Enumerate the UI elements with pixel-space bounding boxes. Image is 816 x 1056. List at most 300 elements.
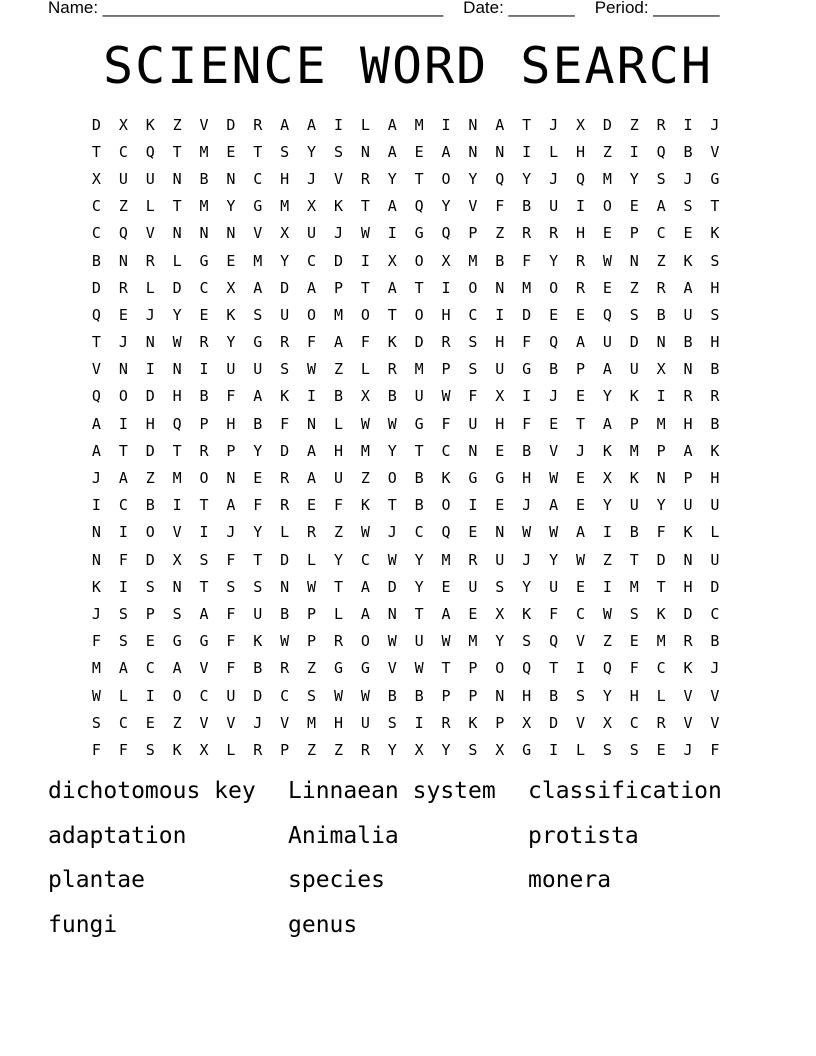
grid-letter: D: [226, 115, 236, 134]
grid-letter: Z: [495, 224, 505, 243]
grid-letter: E: [253, 469, 263, 488]
grid-letter: D: [280, 441, 290, 460]
grid-letter: C: [441, 441, 451, 460]
grid-letter: J: [333, 224, 343, 243]
grid-letter: B: [91, 251, 101, 270]
grid-letter: Y: [602, 686, 612, 705]
grid-letter: Q: [549, 632, 559, 651]
grid-letter: F: [522, 251, 532, 270]
grid-letter: X: [226, 278, 236, 297]
grid-letter: O: [118, 387, 128, 406]
grid-letter: V: [226, 713, 236, 732]
grid-letter: F: [629, 659, 639, 678]
grid-letter: R: [280, 333, 290, 352]
grid-letter: T: [629, 550, 639, 569]
grid-letter: P: [575, 360, 585, 379]
grid-letter: P: [495, 713, 505, 732]
grid-letter: B: [333, 387, 343, 406]
grid-letter: X: [495, 387, 505, 406]
grid-letter: S: [683, 197, 693, 216]
grid-letter: K: [522, 604, 532, 623]
grid-letter: Z: [602, 550, 612, 569]
grid-letter: W: [441, 632, 451, 651]
grid-letter: F: [91, 632, 101, 651]
grid-letter: J: [710, 115, 720, 134]
grid-letter: A: [656, 197, 666, 216]
grid-letter: N: [172, 224, 182, 243]
grid-letter: R: [683, 632, 693, 651]
grid-letter: Y: [602, 496, 612, 515]
grid-letter: E: [602, 224, 612, 243]
grid-letter: N: [468, 115, 478, 134]
grid-letter: S: [468, 360, 478, 379]
grid-letter: L: [333, 414, 343, 433]
grid-letter: I: [118, 577, 128, 596]
grid-letter: N: [656, 469, 666, 488]
grid-letter: K: [710, 441, 720, 460]
grid-letter: Y: [414, 577, 424, 596]
grid-letter: N: [495, 523, 505, 542]
grid-letter: H: [629, 686, 639, 705]
grid-letter: V: [387, 659, 397, 678]
grid-letter: E: [414, 142, 424, 161]
grid-letter: F: [656, 523, 666, 542]
word-list-item: species: [288, 867, 385, 893]
grid-letter: C: [629, 713, 639, 732]
grid-letter: B: [387, 387, 397, 406]
grid-letter: U: [414, 387, 424, 406]
grid-letter: I: [118, 414, 128, 433]
grid-letter: K: [602, 441, 612, 460]
grid-letter: N: [495, 278, 505, 297]
grid-letter: N: [226, 169, 236, 188]
grid-letter: F: [468, 387, 478, 406]
grid-letter: P: [468, 686, 478, 705]
grid-letter: I: [145, 686, 155, 705]
name-field-label: Name: ____________________________________: [48, 0, 444, 17]
grid-letter: T: [522, 115, 532, 134]
grid-letter: Y: [307, 142, 317, 161]
grid-letter: U: [118, 169, 128, 188]
grid-letter: S: [253, 305, 263, 324]
grid-letter: C: [145, 659, 155, 678]
grid-letter: K: [360, 496, 370, 515]
word-list-item: Linnaean system: [288, 778, 496, 804]
grid-letter: B: [549, 360, 559, 379]
grid-letter: V: [199, 713, 209, 732]
grid-letter: Y: [387, 441, 397, 460]
grid-letter: T: [199, 577, 209, 596]
grid-letter: T: [253, 550, 263, 569]
grid-letter: R: [307, 523, 317, 542]
grid-letter: G: [253, 333, 263, 352]
grid-letter: L: [575, 740, 585, 759]
grid-letter: A: [387, 115, 397, 134]
grid-letter: Z: [360, 469, 370, 488]
grid-letter: E: [145, 713, 155, 732]
grid-letter: E: [226, 142, 236, 161]
grid-letter: A: [253, 278, 263, 297]
grid-letter: U: [280, 305, 290, 324]
grid-letter: J: [91, 604, 101, 623]
grid-letter: I: [602, 577, 612, 596]
grid-letter: G: [333, 659, 343, 678]
grid-letter: T: [172, 441, 182, 460]
grid-letter: A: [307, 278, 317, 297]
grid-letter: G: [522, 740, 532, 759]
grid-letter: I: [629, 142, 639, 161]
grid-letter: L: [710, 523, 720, 542]
grid-letter: U: [253, 604, 263, 623]
grid-letter: T: [360, 197, 370, 216]
grid-letter: S: [710, 305, 720, 324]
grid-letter: O: [414, 251, 424, 270]
grid-letter: A: [387, 142, 397, 161]
grid-letter: Y: [387, 169, 397, 188]
grid-letter: C: [280, 686, 290, 705]
grid-letter: R: [441, 333, 451, 352]
grid-letter: W: [387, 550, 397, 569]
grid-letter: B: [253, 659, 263, 678]
grid-letter: M: [656, 632, 666, 651]
grid-letter: T: [333, 577, 343, 596]
grid-letter: Z: [172, 115, 182, 134]
grid-letter: U: [602, 333, 612, 352]
grid-letter: O: [360, 632, 370, 651]
grid-letter: D: [414, 333, 424, 352]
grid-letter: N: [91, 523, 101, 542]
grid-letter: N: [495, 142, 505, 161]
grid-letter: R: [656, 115, 666, 134]
grid-letter: Y: [226, 197, 236, 216]
grid-letter: H: [172, 387, 182, 406]
grid-letter: X: [307, 197, 317, 216]
grid-letter: H: [710, 469, 720, 488]
grid-letter: R: [468, 550, 478, 569]
grid-letter: V: [145, 224, 155, 243]
grid-letter: A: [333, 333, 343, 352]
period-field-label: Period: _______: [594, 0, 720, 17]
grid-letter: Y: [468, 169, 478, 188]
grid-letter: X: [522, 713, 532, 732]
grid-letter: S: [602, 740, 612, 759]
grid-letter: N: [118, 360, 128, 379]
grid-letter: V: [710, 686, 720, 705]
grid-letter: R: [710, 387, 720, 406]
grid-letter: N: [91, 550, 101, 569]
grid-letter: B: [522, 197, 532, 216]
grid-letter: R: [118, 278, 128, 297]
grid-letter: D: [172, 278, 182, 297]
grid-letter: M: [468, 632, 478, 651]
grid-letter: N: [280, 577, 290, 596]
grid-letter: Q: [656, 142, 666, 161]
grid-letter: S: [253, 577, 263, 596]
grid-letter: C: [656, 659, 666, 678]
grid-letter: E: [199, 305, 209, 324]
grid-letter: W: [280, 632, 290, 651]
grid-letter: H: [333, 713, 343, 732]
grid-letter: R: [360, 740, 370, 759]
grid-letter: S: [333, 142, 343, 161]
grid-letter: T: [549, 659, 559, 678]
grid-letter: E: [441, 577, 451, 596]
grid-letter: F: [710, 740, 720, 759]
grid-letter: P: [629, 224, 639, 243]
grid-letter: D: [710, 577, 720, 596]
grid-letter: S: [522, 632, 532, 651]
grid-letter: D: [280, 550, 290, 569]
grid-letter: M: [360, 441, 370, 460]
grid-letter: O: [307, 305, 317, 324]
grid-letter: I: [333, 115, 343, 134]
grid-letter: P: [441, 360, 451, 379]
grid-letter: W: [549, 523, 559, 542]
grid-letter: F: [226, 387, 236, 406]
grid-letter: L: [145, 197, 155, 216]
grid-letter: Q: [441, 224, 451, 243]
grid-letter: U: [683, 305, 693, 324]
grid-letter: I: [199, 523, 209, 542]
grid-letter: A: [307, 115, 317, 134]
grid-letter: V: [253, 224, 263, 243]
grid-letter: B: [145, 496, 155, 515]
grid-letter: S: [118, 632, 128, 651]
grid-letter: R: [333, 632, 343, 651]
grid-letter: B: [629, 523, 639, 542]
grid-letter: F: [226, 550, 236, 569]
grid-letter: Y: [522, 169, 532, 188]
grid-letter: Z: [333, 360, 343, 379]
grid-letter: Z: [629, 278, 639, 297]
grid-letter: W: [387, 414, 397, 433]
grid-letter: A: [199, 604, 209, 623]
grid-letter: H: [495, 414, 505, 433]
grid-letter: X: [91, 169, 101, 188]
grid-letter: H: [575, 142, 585, 161]
word-list-item: plantae: [48, 867, 145, 893]
grid-letter: F: [253, 496, 263, 515]
grid-letter: B: [414, 469, 424, 488]
grid-letter: H: [522, 686, 532, 705]
grid-letter: W: [414, 659, 424, 678]
word-list-item: protista: [528, 822, 639, 849]
grid-letter: O: [468, 278, 478, 297]
grid-letter: B: [495, 251, 505, 270]
grid-letter: Z: [118, 197, 128, 216]
grid-letter: U: [414, 632, 424, 651]
grid-letter: S: [145, 577, 155, 596]
grid-letter: F: [307, 333, 317, 352]
grid-letter: P: [468, 224, 478, 243]
grid-letter: E: [468, 523, 478, 542]
grid-letter: P: [683, 469, 693, 488]
grid-letter: Q: [441, 523, 451, 542]
grid-letter: K: [253, 632, 263, 651]
grid-letter: W: [522, 523, 532, 542]
grid-letter: Z: [145, 469, 155, 488]
grid-letter: W: [602, 251, 612, 270]
grid-letter: A: [683, 441, 693, 460]
grid-letter: P: [280, 740, 290, 759]
grid-letter: A: [118, 659, 128, 678]
word-list-item: dichotomous key: [48, 778, 256, 804]
grid-letter: T: [575, 414, 585, 433]
grid-letter: D: [656, 550, 666, 569]
grid-letter: A: [683, 278, 693, 297]
grid-letter: F: [441, 414, 451, 433]
grid-letter: E: [683, 224, 693, 243]
grid-letter: U: [333, 469, 343, 488]
grid-letter: I: [441, 278, 451, 297]
grid-letter: V: [468, 197, 478, 216]
grid-letter: E: [575, 387, 585, 406]
grid-letter: G: [710, 169, 720, 188]
grid-letter: S: [629, 305, 639, 324]
grid-letter: B: [414, 496, 424, 515]
grid-letter: B: [522, 441, 532, 460]
grid-letter: C: [91, 197, 101, 216]
grid-letter: Y: [629, 169, 639, 188]
grid-letter: H: [683, 414, 693, 433]
grid-letter: G: [414, 224, 424, 243]
grid-letter: Y: [226, 333, 236, 352]
grid-letter: E: [575, 305, 585, 324]
grid-letter: V: [575, 713, 585, 732]
grid-letter: Q: [145, 142, 155, 161]
grid-letter: N: [360, 142, 370, 161]
grid-letter: F: [118, 740, 128, 759]
grid-letter: O: [549, 278, 559, 297]
grid-letter: U: [710, 550, 720, 569]
grid-letter: U: [549, 577, 559, 596]
grid-letter: E: [602, 278, 612, 297]
word-list-item: classification: [528, 778, 722, 804]
grid-letter: T: [414, 278, 424, 297]
grid-letter: E: [629, 197, 639, 216]
grid-letter: J: [307, 169, 317, 188]
grid-letter: M: [522, 278, 532, 297]
grid-letter: G: [414, 414, 424, 433]
grid-letter: L: [118, 686, 128, 705]
grid-letter: D: [333, 251, 343, 270]
grid-letter: V: [333, 169, 343, 188]
grid-letter: H: [333, 441, 343, 460]
grid-letter: U: [468, 414, 478, 433]
grid-letter: X: [199, 740, 209, 759]
grid-letter: C: [199, 686, 209, 705]
grid-letter: X: [360, 387, 370, 406]
grid-letter: E: [307, 496, 317, 515]
grid-letter: A: [360, 577, 370, 596]
grid-letter: O: [441, 169, 451, 188]
grid-letter: U: [307, 224, 317, 243]
grid-letter: E: [575, 577, 585, 596]
grid-letter: B: [683, 142, 693, 161]
grid-letter: A: [441, 604, 451, 623]
grid-letter: U: [549, 197, 559, 216]
grid-letter: A: [602, 360, 612, 379]
grid-letter: V: [199, 115, 209, 134]
grid-letter: P: [307, 604, 317, 623]
grid-letter: C: [307, 251, 317, 270]
grid-letter: X: [495, 740, 505, 759]
grid-letter: V: [199, 659, 209, 678]
grid-letter: E: [575, 469, 585, 488]
grid-letter: B: [549, 686, 559, 705]
grid-letter: H: [145, 414, 155, 433]
grid-letter: C: [118, 713, 128, 732]
grid-letter: F: [522, 414, 532, 433]
grid-letter: W: [441, 387, 451, 406]
grid-letter: V: [91, 360, 101, 379]
grid-letter: D: [602, 115, 612, 134]
grid-letter: M: [307, 713, 317, 732]
grid-letter: S: [118, 604, 128, 623]
grid-letter: T: [91, 333, 101, 352]
letter-grid: [83, 111, 728, 764]
grid-letter: H: [441, 305, 451, 324]
grid-letter: R: [441, 713, 451, 732]
grid-letter: A: [387, 278, 397, 297]
grid-letter: N: [495, 686, 505, 705]
grid-letter: N: [199, 224, 209, 243]
grid-letter: R: [575, 278, 585, 297]
grid-letter: K: [441, 469, 451, 488]
grid-letter: U: [629, 360, 639, 379]
grid-letter: C: [91, 224, 101, 243]
page-title: SCIENCE WORD SEARCH: [103, 37, 713, 95]
grid-letter: N: [226, 224, 236, 243]
grid-letter: Q: [549, 333, 559, 352]
header-fields: [48, 0, 748, 18]
grid-letter: W: [307, 360, 317, 379]
grid-letter: Y: [656, 496, 666, 515]
grid-letter: G: [360, 659, 370, 678]
grid-letter: K: [172, 740, 182, 759]
grid-letter: Y: [414, 550, 424, 569]
grid-letter: P: [468, 659, 478, 678]
grid-letter: T: [414, 169, 424, 188]
grid-letter: P: [145, 604, 155, 623]
grid-letter: J: [710, 659, 720, 678]
grid-letter: B: [199, 169, 209, 188]
grid-letter: M: [199, 197, 209, 216]
grid-letter: W: [549, 469, 559, 488]
grid-letter: O: [360, 305, 370, 324]
grid-letter: T: [387, 305, 397, 324]
grid-letter: H: [226, 414, 236, 433]
grid-letter: M: [414, 360, 424, 379]
grid-letter: A: [495, 115, 505, 134]
grid-letter: I: [441, 115, 451, 134]
grid-letter: W: [91, 686, 101, 705]
grid-letter: H: [710, 333, 720, 352]
grid-letter: I: [307, 387, 317, 406]
grid-letter: W: [307, 577, 317, 596]
grid-letter: D: [145, 441, 155, 460]
grid-letter: Q: [495, 169, 505, 188]
grid-letter: I: [656, 387, 666, 406]
grid-letter: X: [495, 604, 505, 623]
grid-letter: X: [441, 251, 451, 270]
grid-letter: J: [549, 169, 559, 188]
grid-letter: W: [360, 224, 370, 243]
grid-letter: M: [629, 577, 639, 596]
grid-letter: R: [280, 496, 290, 515]
grid-letter: M: [280, 197, 290, 216]
grid-letter: H: [522, 469, 532, 488]
